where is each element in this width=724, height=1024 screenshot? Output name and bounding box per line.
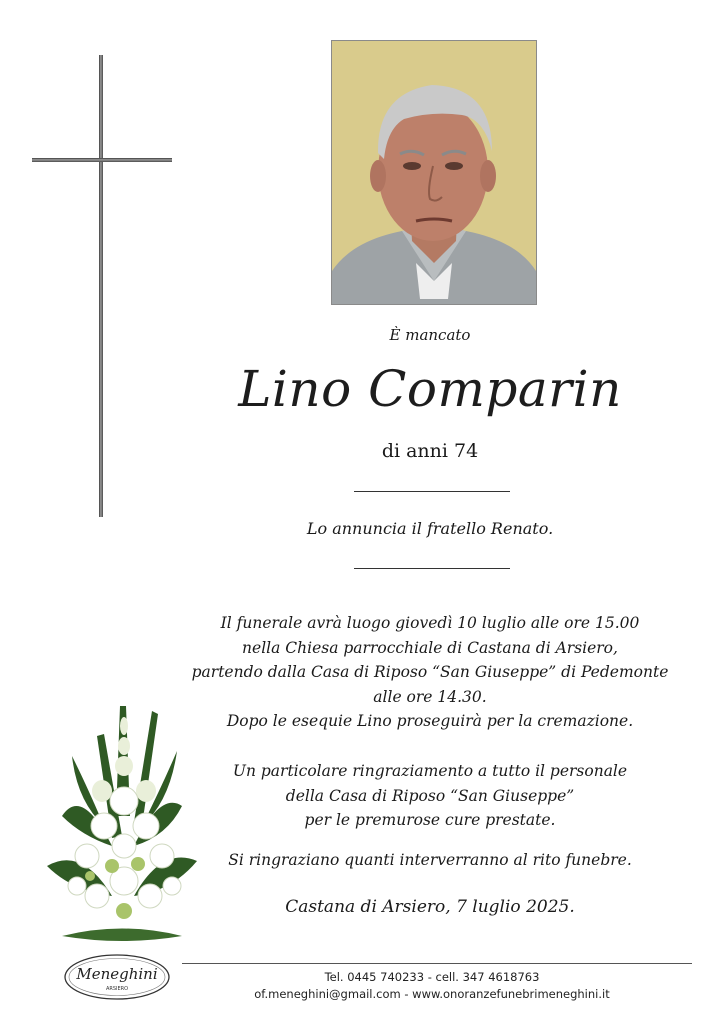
funeral-line: alle ore 14.30. [373, 687, 487, 706]
thanks-line: per le premurose cure prestate. [304, 811, 556, 829]
deceased-age: di anni 74 [381, 440, 479, 462]
funeral-details [180, 611, 680, 734]
logo-name: Meneghini [76, 965, 158, 983]
email-website: of.meneghini@gmail.com - www.onoranzefunebrimeneghini.it [254, 987, 610, 1001]
funeral-line: partendo dalla Casa di Riposo “San Giuseppe” di Pedemonte [191, 663, 669, 681]
portrait-photo [331, 40, 537, 305]
funeral-line: Dopo le esequie Lino proseguirà per la cremazione. [226, 712, 634, 730]
flower-arrangement [42, 696, 202, 956]
intro-text: È mancato [389, 326, 471, 344]
announced-by: Lo annuncia il fratello Renato. [306, 519, 554, 538]
cross-icon [99, 55, 103, 517]
thanks-line: della Casa di Riposo “San Giuseppe” [285, 786, 575, 805]
cross-icon-arm [32, 158, 172, 162]
closing-thanks: Si ringraziano quanti interverranno al rito funebre. [228, 851, 632, 869]
footer-divider [182, 963, 692, 964]
thanks-line: Un particolare ringraziamento a tutto il personale [232, 762, 628, 780]
thanks-paragraph [180, 759, 680, 833]
meneghini-logo [63, 953, 171, 1001]
funeral-line: nella Chiesa parrocchiale di Castana di Arsiero, [242, 638, 618, 657]
divider [354, 491, 510, 492]
funeral-line: Il funerale avrà luogo giovedì 10 luglio alle ore 15.00 [220, 614, 640, 632]
place-date: Castana di Arsiero, 7 luglio 2025. [285, 897, 575, 917]
logo-subtitle: ARSIERO [105, 986, 129, 992]
divider [354, 568, 510, 569]
phone-numbers: Tel. 0445 740233 - cell. 347 4618763 [324, 970, 540, 984]
deceased-name: Lino Comparin [238, 360, 622, 418]
